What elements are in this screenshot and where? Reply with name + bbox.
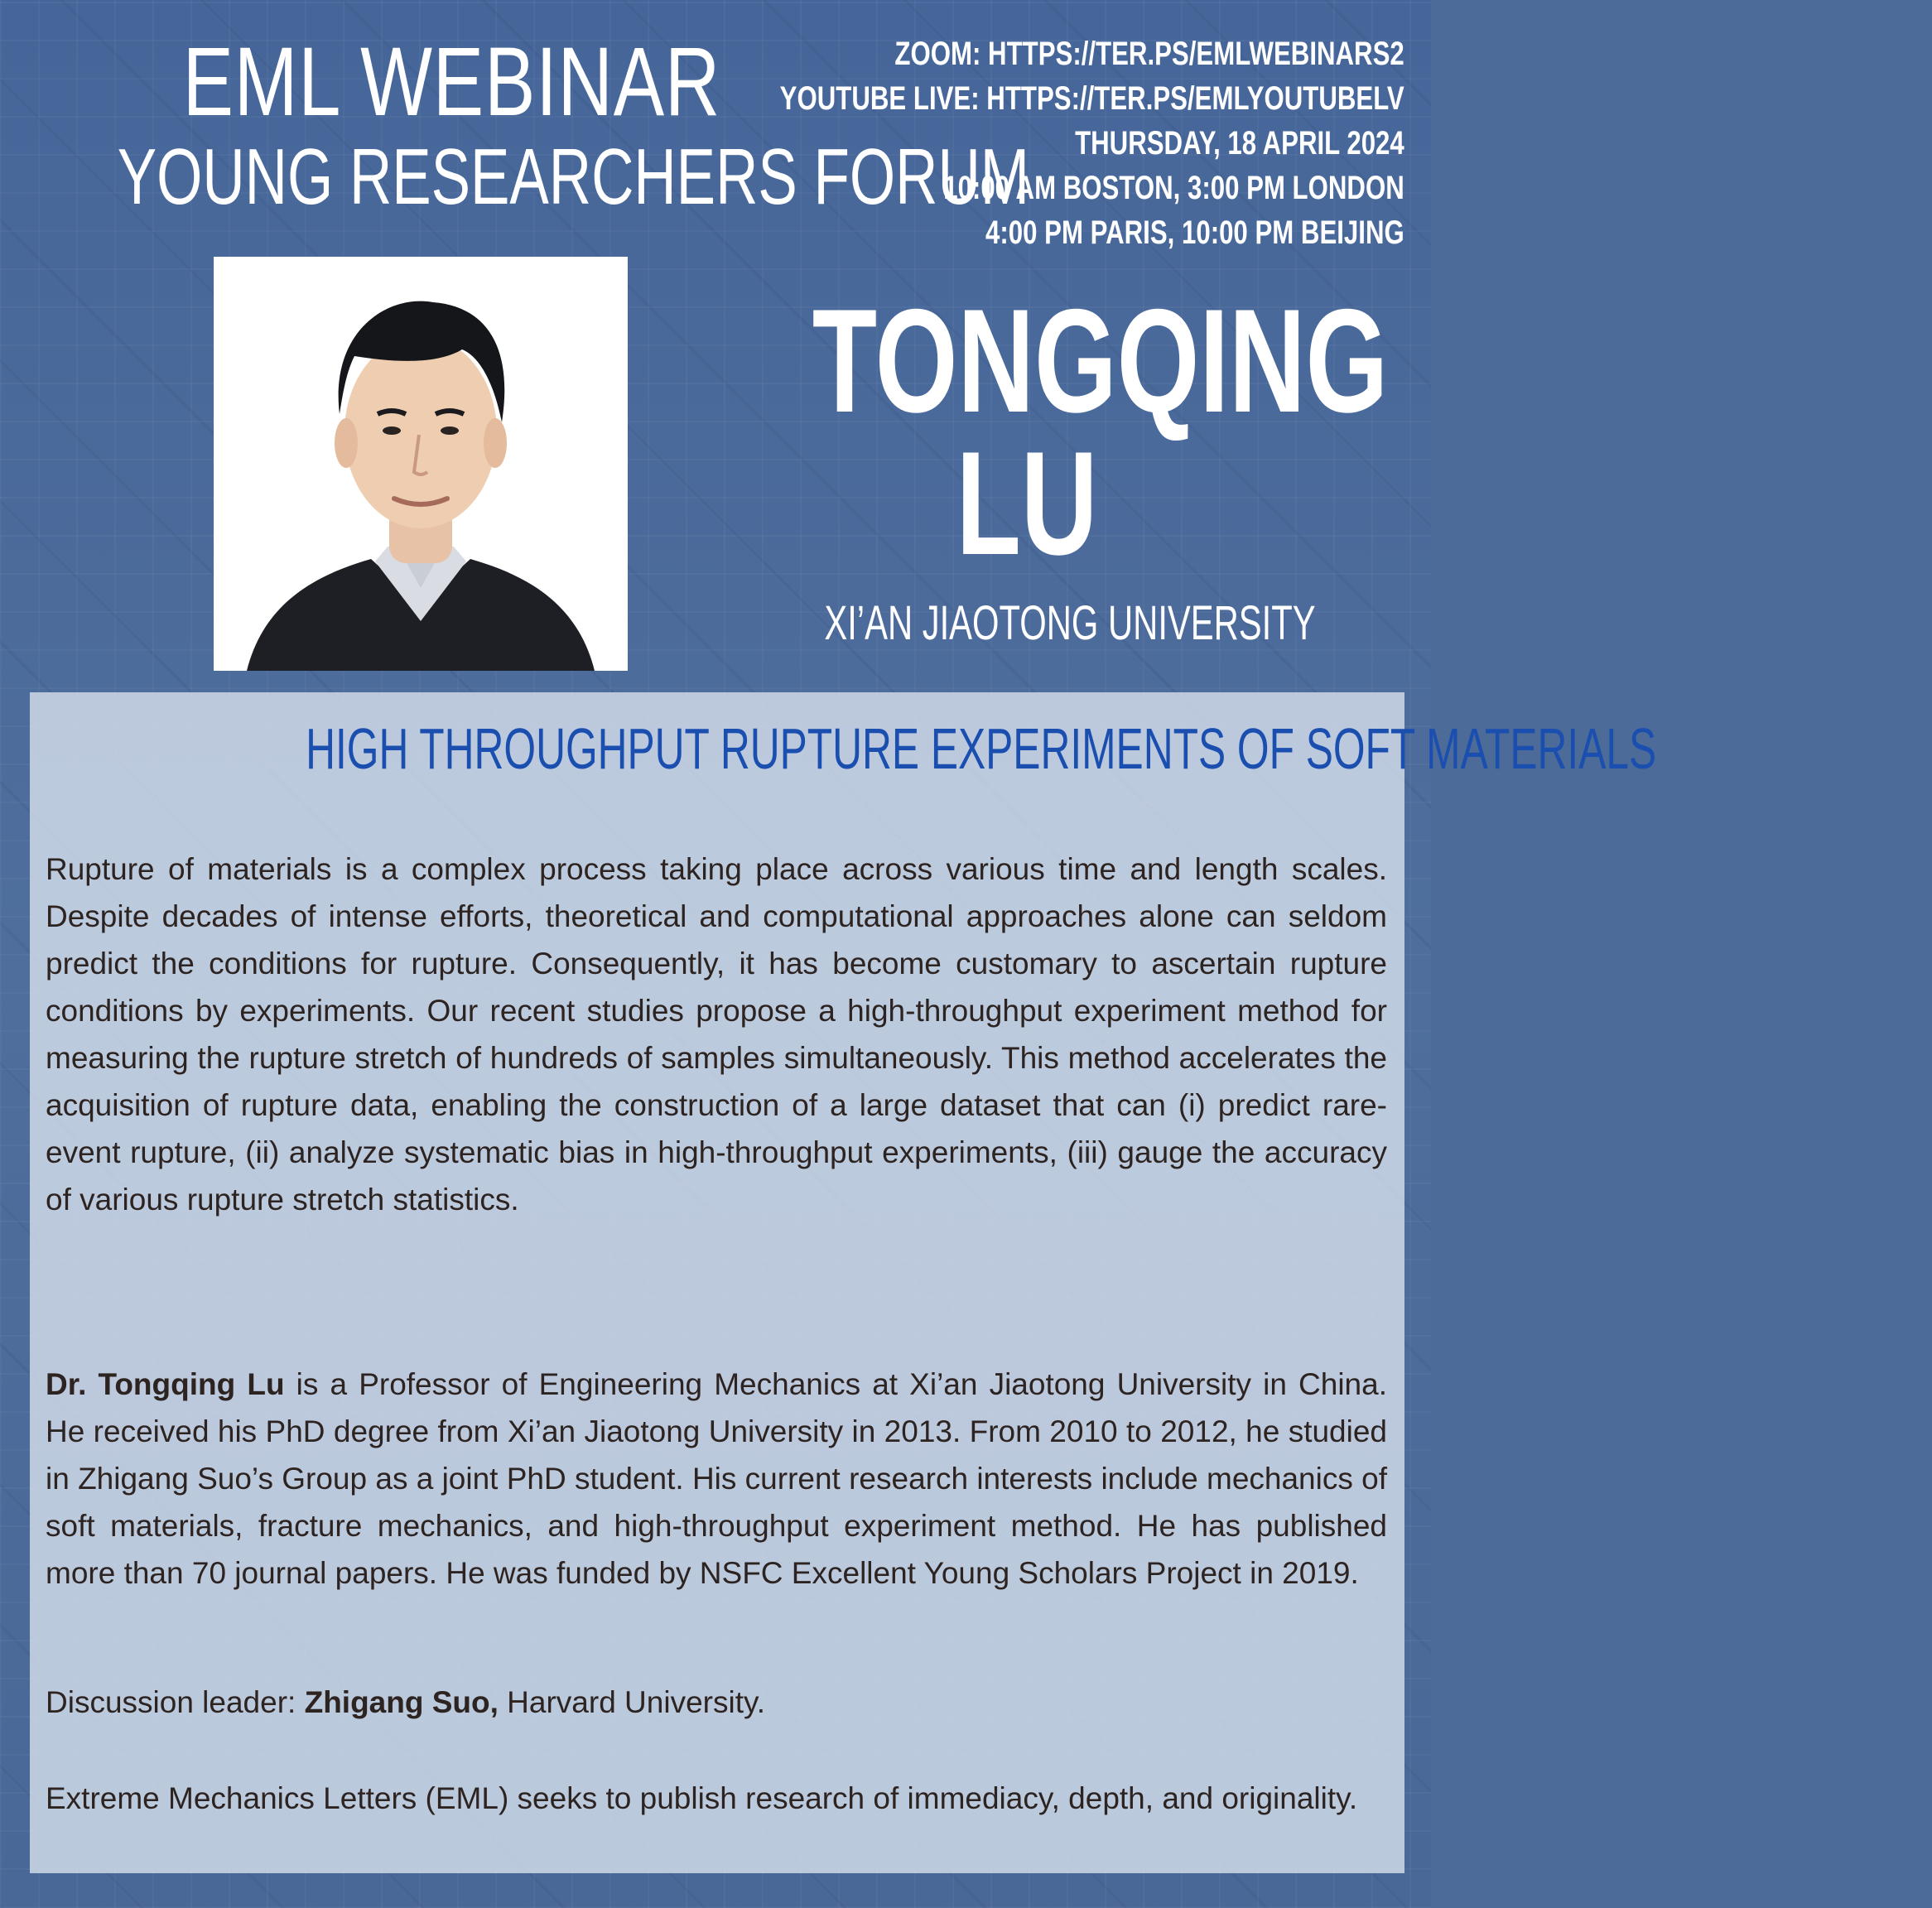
event-times-2: 4:00 PM PARIS, 10:00 PM BEIJING (985, 214, 1404, 251)
talk-title-text: HIGH THROUGHPUT RUPTURE EXPERIMENTS OF SOFT MATERIALS (306, 716, 1657, 781)
discussion-leader-affiliation: Harvard University. (498, 1685, 766, 1719)
talk-title (30, 716, 1657, 782)
discussion-leader-label: Discussion leader: (46, 1685, 305, 1719)
speaker-bio (46, 1361, 1387, 1597)
speaker-last-name: LU (956, 421, 1098, 585)
zoom-link[interactable]: ZOOM: HTTPS://TER.PS/EMLWEBINARS2 (894, 36, 1404, 72)
speaker-portrait (214, 257, 628, 671)
event-times-1: 10:00 AM BOSTON, 3:00 PM LONDON (943, 170, 1404, 206)
discussion-leader-name: Zhigang Suo, (304, 1685, 499, 1719)
speaker-name-block (729, 278, 1389, 585)
discussion-leader (46, 1679, 1387, 1726)
eml-statement: Extreme Mechanics Letters (EML) seeks to publish research of immediacy, depth, and originality. (46, 1781, 1358, 1815)
bio-speaker-name: Dr. Tongqing Lu (46, 1367, 285, 1401)
abstract-text: Rupture of materials is a complex process taking place across various time and length scales. Despite decades of intense efforts, theoretical and computational approaches alone can seldom predict the conditions for rupture. Consequently, it has become customary to ascertain rupture conditions by experiments. Our recent studies propose a high-throughput experiment method for measuring the rupture stretch of hundreds of samples simultaneously. This method accelerates the acquisition of rupture data, enabling the construction of a large dataset that can (i) predict rare-event rupture, (ii) analyze systematic bias in high-throughput experiments, (iii) gauge the accuracy of various rupture stretch statistics. (46, 852, 1387, 1217)
speaker-first-name: TONGQING (812, 278, 1389, 443)
speaker-photo (214, 257, 628, 671)
webinar-title: EML WEBINAR (182, 27, 720, 137)
content-panel (30, 692, 1657, 1873)
event-info (604, 31, 1404, 255)
speaker-affiliation-text: XI’AN JIAOTONG UNIVERSITY (824, 596, 1316, 650)
bio-text: is a Professor of Engineering Mechanics at Xi’an Jiaotong University in China. He received his PhD degree from Xi’an Jiaotong University in 2013. From 2010 to 2012, he studied in Zhigang Suo’s Group as a joint PhD student. His current research interests include mechanics of soft materials, fracture mechanics, and high-throughput experiment method. He has published more than 70 journal papers. He was funded by NSFC Excellent Young Scholars Project in 2019. (46, 1367, 1387, 1590)
youtube-link[interactable]: YOUTUBE LIVE: HTTPS://TER.PS/EMLYOUTUBELV (779, 80, 1404, 117)
event-date: THURSDAY, 18 APRIL 2024 (1075, 125, 1404, 161)
speaker-affiliation (729, 595, 1325, 653)
webinar-subtitle: YOUNG RESEARCHERS FORUM (117, 132, 1029, 221)
